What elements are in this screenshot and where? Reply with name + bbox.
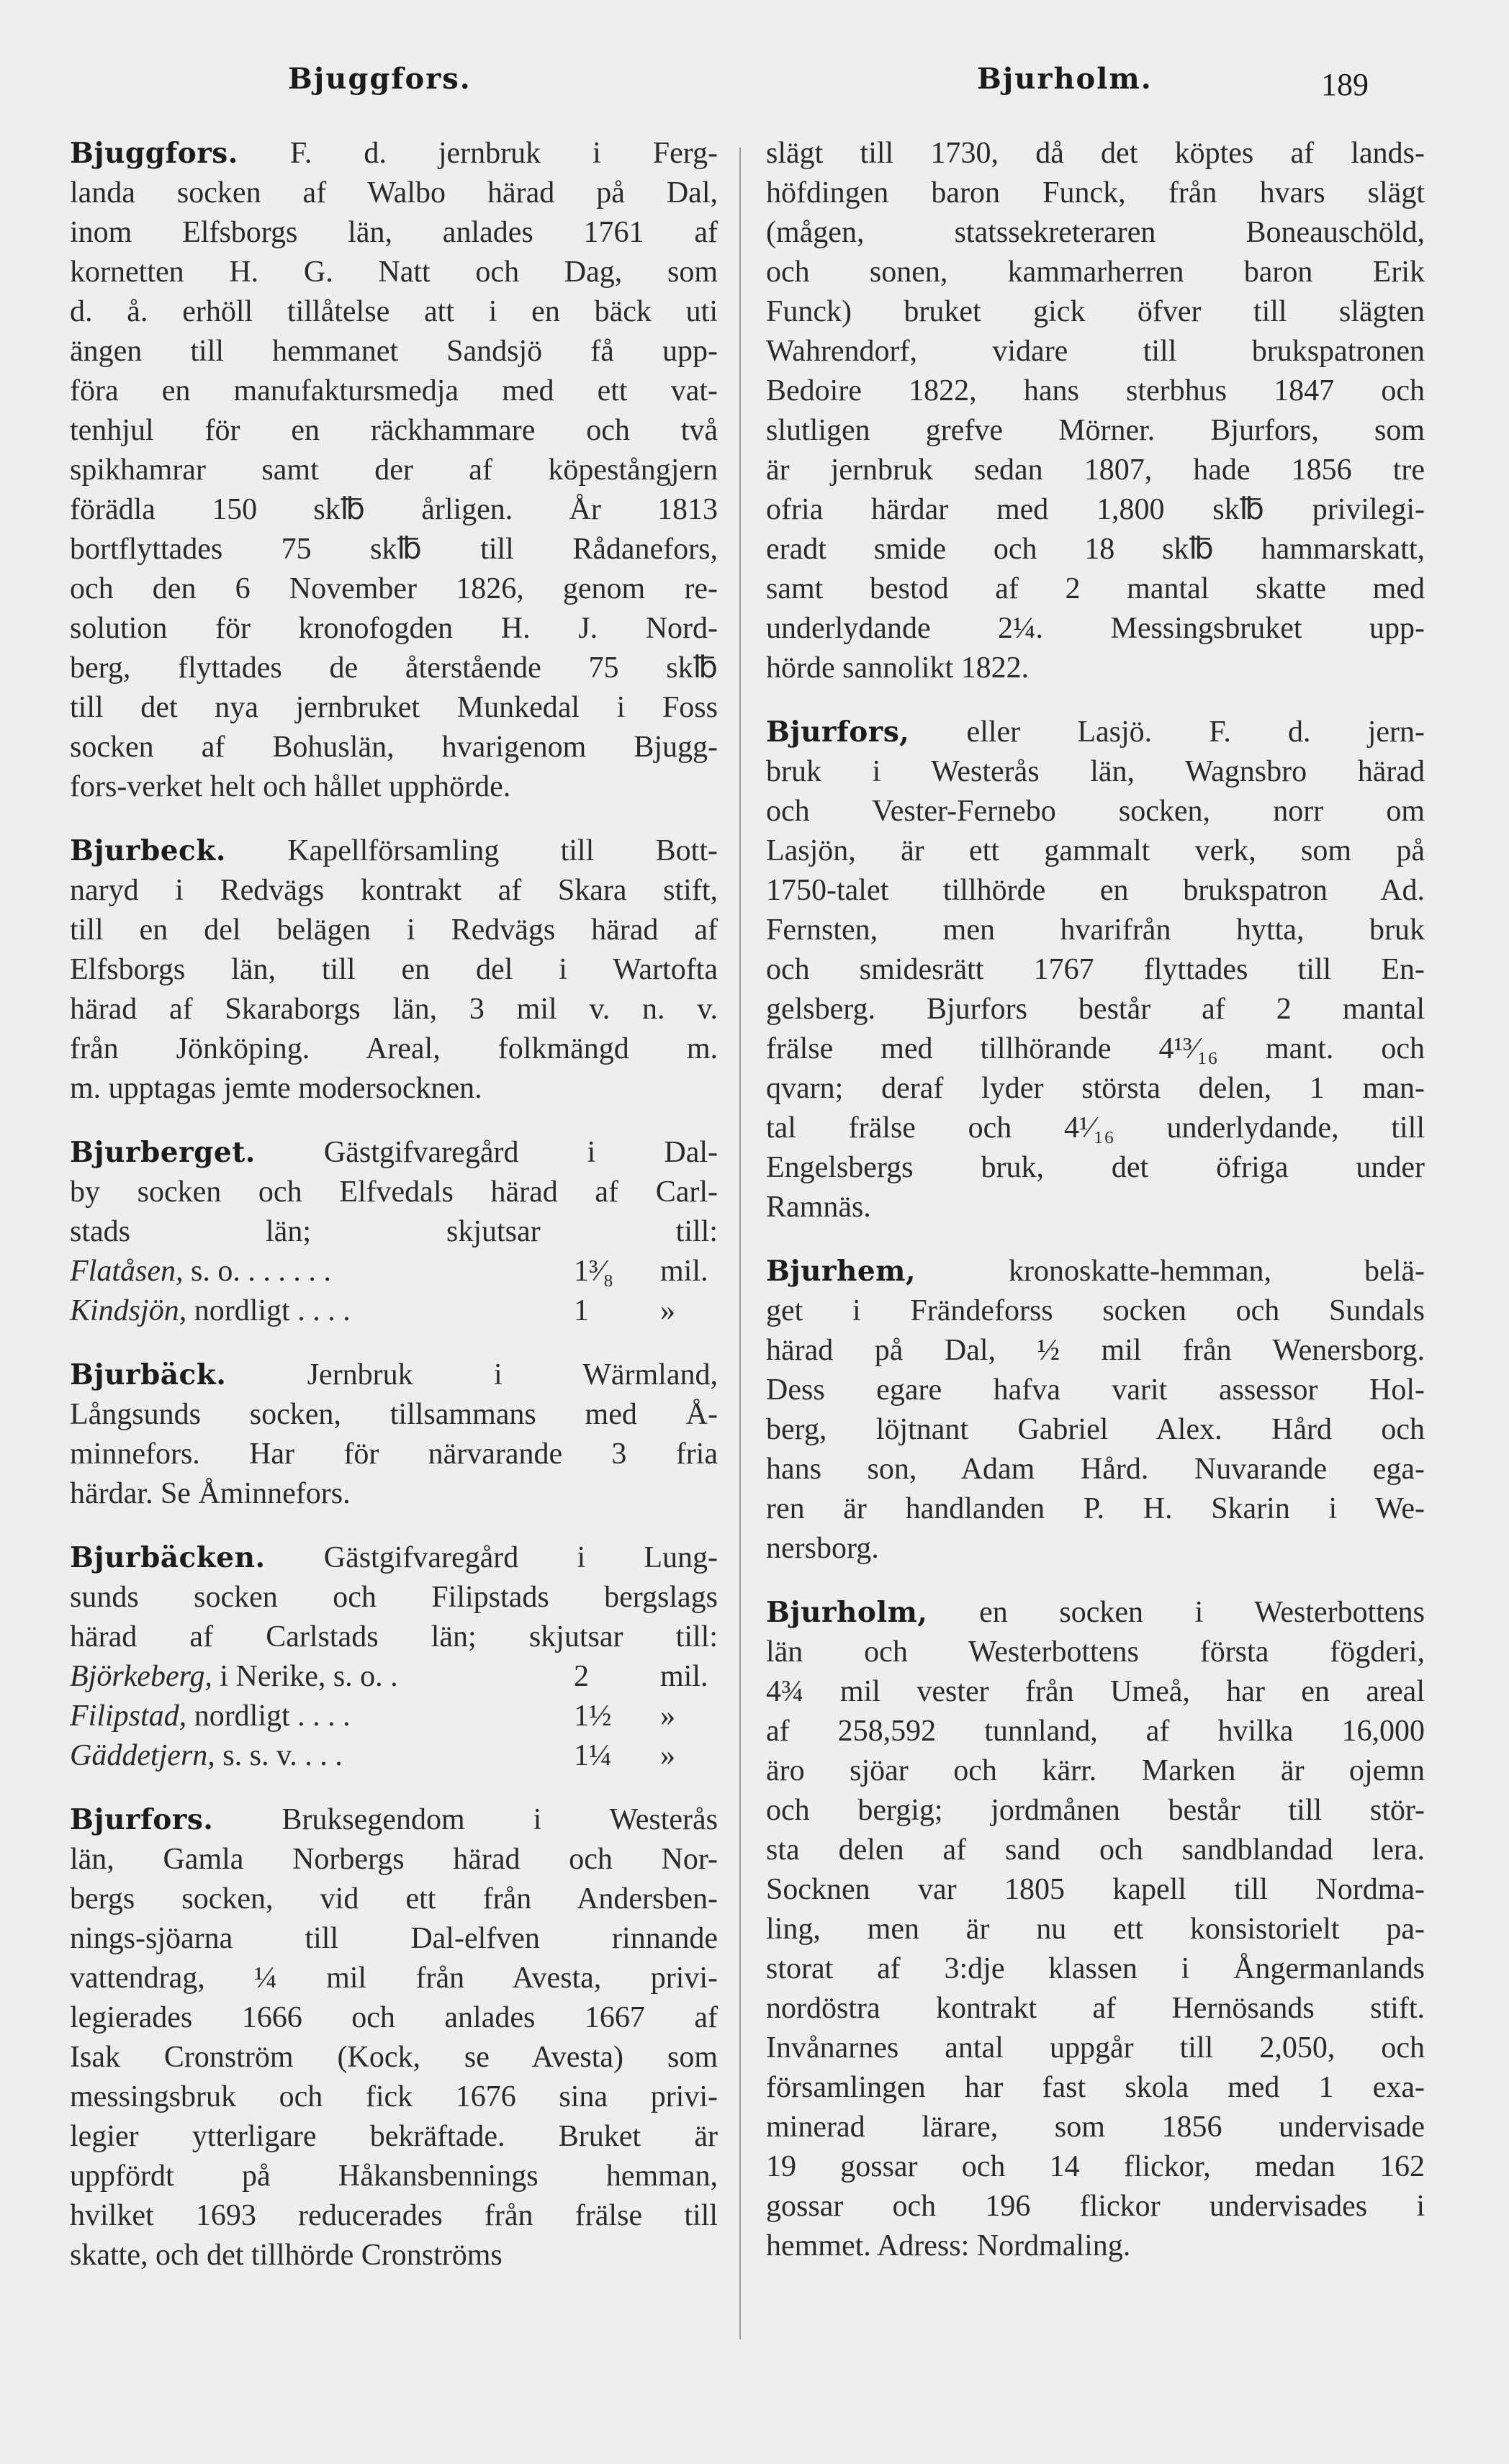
entry-line: Lasjön, är ett gammalt verk, som på — [766, 834, 1425, 867]
entry-line: och smidesrätt 1767 flyttades till En- — [766, 953, 1425, 986]
entry-line: sunds socken och Filipstads bergslags — [70, 1581, 718, 1614]
entry-line: län, Gamla Norbergs härad och Nor- — [70, 1843, 718, 1876]
entry-line — [766, 713, 1425, 752]
entry-line — [766, 1252, 1425, 1291]
entry-line: 4¾ mil vester från Umeå, har en areal — [766, 1675, 1425, 1708]
entry-line: qvarn; deraf lyder största delen, 1 man- — [766, 1072, 1425, 1105]
entry-line: messingsbruk och fick 1676 sina privi- — [70, 2080, 718, 2113]
entry-line: och den 6 November 1826, genom re- — [70, 572, 718, 605]
entry-line — [70, 1133, 718, 1173]
entry-line: 1750-talet tillhörde en brukspatron Ad. — [766, 874, 1425, 907]
entry-line: spikhamrar samt der af köpestångjern — [70, 453, 718, 487]
entry-text: kronoskatte-hemman, belä- — [916, 1255, 1425, 1288]
dictionary-entry — [766, 134, 1425, 688]
entry-line: hans son, Adam Hård. Nuvarande ega- — [766, 1453, 1425, 1486]
dictionary-entry — [766, 1593, 1425, 2266]
entry-line: förädla 150 sk℔ årligen. År 1813 — [70, 493, 718, 526]
place-direction: nordligt . . . . — [186, 1700, 351, 1733]
entry-line — [70, 1355, 718, 1395]
entry-line: ängen till hemmanet Sandsjö få upp- — [70, 335, 718, 368]
entry-line: Ramnäs. — [766, 1191, 871, 1224]
dictionary-entry — [70, 1538, 718, 1776]
place-name: Björkeberg, — [70, 1660, 212, 1693]
entry-line — [766, 1593, 1425, 1633]
dictionary-entry — [70, 134, 718, 807]
distance-value: 2 — [574, 1660, 589, 1693]
entry-line: berg, löjtnant Gabriel Alex. Hård och — [766, 1413, 1425, 1446]
distance-row — [70, 1291, 718, 1331]
entry-headword: Bjurbäcken. — [70, 1541, 266, 1574]
entry-line: inom Elfsborgs län, anlades 1761 af — [70, 216, 718, 249]
place-name: Kindsjön, — [70, 1294, 187, 1327]
entry-line: nordöstra kontrakt af Hernösands stift. — [766, 1992, 1425, 2025]
entry-line: Wahrendorf, vidare till brukspatronen — [766, 335, 1425, 368]
distance-value: 1³⁄₈ — [574, 1255, 614, 1288]
entry-line: härad på Dal, ½ mil från Wenersborg. — [766, 1334, 1425, 1367]
distance-row — [70, 1657, 718, 1697]
entry-line: slägt till 1730, då det köptes af lands- — [766, 137, 1425, 170]
entry-line: till det nya jernbruket Munkedal i Foss — [70, 691, 718, 724]
distance-value: 1 — [574, 1294, 589, 1327]
entry-line: stads län; skjutsar till: — [70, 1215, 718, 1248]
entry-line: uppfördt på Håkansbennings hemman, — [70, 2160, 718, 2193]
entry-line: kornetten H. G. Natt och Dag, som — [70, 256, 718, 289]
entry-line: socken af Bohuslän, hvarigenom Bjugg- — [70, 731, 718, 764]
entry-line: get i Frändeforss socken och Sundals — [766, 1294, 1425, 1327]
entry-text: Kapellförsamling till Bott- — [225, 834, 718, 867]
entry-line: underlydande 2¼. Messingsbruket upp- — [766, 612, 1425, 645]
entry-line: legierades 1666 och anlades 1667 af — [70, 2001, 718, 2034]
entry-line: län och Westerbottens första fögderi, — [766, 1635, 1425, 1669]
entry-line: naryd i Redvägs kontrakt af Skara stift, — [70, 874, 718, 907]
page-number: 189 — [1321, 67, 1369, 102]
entry-line: från Jönköping. Areal, folkmängd m. — [70, 1032, 718, 1065]
entry-line: d. å. erhöll tillåtelse att i en bäck uti — [70, 295, 718, 328]
entry-line: Fernsten, men hvarifrån hytta, bruk — [766, 913, 1425, 947]
entry-line: hörde sannolikt 1822. — [766, 651, 1030, 685]
left-column — [70, 134, 718, 2300]
entry-text: F. d. jernbruk i Ferg- — [238, 137, 718, 170]
entry-headword: Bjurfors. — [70, 1803, 214, 1836]
dictionary-entry — [70, 1800, 718, 2275]
entry-line: ren är handlanden P. H. Skarin i We- — [766, 1492, 1425, 1525]
entry-line: by socken och Elfvedals härad af Carl- — [70, 1175, 718, 1209]
entry-line: m. upptagas jemte modersocknen. — [70, 1072, 482, 1105]
entry-line: legier ytterligare bekräftade. Bruket är — [70, 2120, 718, 2153]
entry-line: skatte, och det tillhörde Cronströms — [70, 2239, 503, 2272]
entry-text: Bruksegendom i Westerås — [213, 1803, 718, 1836]
entry-text: eller Lasjö. F. d. jern- — [909, 716, 1425, 749]
entry-line — [70, 831, 718, 871]
entry-line: Isak Cronström (Kock, se Avesta) som — [70, 2041, 718, 2074]
entry-line: höfdingen baron Funck, från hvars slägt — [766, 176, 1425, 209]
entry-text: Jernbruk i Wärmland, — [226, 1358, 718, 1391]
entry-line: härad af Skaraborgs län, 3 mil v. n. v. — [70, 993, 718, 1026]
entry-line — [70, 1538, 718, 1578]
distance-unit: » — [660, 1294, 675, 1327]
place-direction: s. s. v. . . . — [215, 1739, 343, 1772]
entry-line: af 258,592 tunnland, af hvilka 16,000 — [766, 1715, 1425, 1748]
entry-line: tenhjul för en räckhammare och två — [70, 414, 718, 447]
distance-value: 1¼ — [574, 1739, 612, 1772]
entry-line: ling, men är nu ett konsistorielt pa- — [766, 1913, 1425, 1946]
entry-line: församlingen har fast skola med 1 exa- — [766, 2071, 1425, 2104]
distance-row — [70, 1736, 718, 1776]
entry-line: är jernbruk sedan 1807, hade 1856 tre — [766, 453, 1425, 487]
entry-line: tal frälse och 4¹⁄₁₆ underlydande, till — [766, 1111, 1425, 1145]
entry-line: och Vester-Fernebo socken, norr om — [766, 795, 1425, 828]
entry-line: Bedoire 1822, hans sterbhus 1847 och — [766, 374, 1425, 407]
place-name: Gäddetjern, — [70, 1739, 215, 1772]
running-header-right: Bjurholm. — [977, 62, 1153, 96]
entry-line: Långsunds socken, tillsammans med Å- — [70, 1398, 718, 1431]
entry-line: gelsberg. Bjurfors består af 2 mantal — [766, 993, 1425, 1026]
dictionary-entry — [70, 1355, 718, 1514]
entry-line: Elfsborgs län, till en del i Wartofta — [70, 953, 718, 986]
entry-headword: Bjurholm, — [766, 1596, 928, 1629]
entry-line: bergs socken, vid ett från Andersben- — [70, 1882, 718, 1915]
distance-unit: » — [660, 1739, 675, 1772]
entry-line: Engelsbergs bruk, det öfriga under — [766, 1151, 1425, 1184]
entry-line: härdar. Se Åminnefors. — [70, 1477, 351, 1510]
entry-line: bortflyttades 75 sk℔ till Rådanefors, — [70, 533, 718, 566]
distance-row — [70, 1252, 718, 1291]
entry-line — [70, 1800, 718, 1840]
entry-line: frälse med tillhörande 4¹³⁄₁₆ mant. och — [766, 1032, 1425, 1065]
distance-value: 1½ — [574, 1700, 612, 1733]
entry-line: solution för kronofogden H. J. Nord- — [70, 612, 718, 645]
entry-line: eradt smide och 18 sk℔ hammarskatt, — [766, 533, 1425, 566]
entry-line: Dess egare hafva varit assessor Hol- — [766, 1373, 1425, 1407]
entry-line: (mågen, statssekreteraren Boneauschöld, — [766, 216, 1425, 249]
entry-line: nersborg. — [766, 1532, 879, 1565]
entry-line: 19 gossar och 14 flickor, medan 162 — [766, 2150, 1425, 2183]
place-name: Filipstad, — [70, 1700, 187, 1733]
place-direction: nordligt . . . . — [186, 1294, 351, 1327]
entry-line: minerad lärare, som 1856 undervisade — [766, 2111, 1425, 2144]
distance-unit: mil. — [660, 1660, 708, 1693]
entry-line: berg, flyttades de återstående 75 sk℔ — [70, 651, 718, 685]
entry-line: härad af Carlstads län; skjutsar till: — [70, 1620, 718, 1653]
entry-line: minnefors. Har för närvarande 3 fria — [70, 1438, 718, 1471]
entry-headword: Bjurbeck. — [70, 834, 226, 867]
entry-text: en socken i Westerbottens — [927, 1596, 1425, 1629]
dictionary-entry — [70, 1133, 718, 1331]
entry-line: slutligen grefve Mörner. Bjurfors, som — [766, 414, 1425, 447]
entry-line: vattendrag, ¼ mil från Avesta, privi- — [70, 1962, 718, 1995]
entry-headword: Bjuggfors. — [70, 137, 238, 170]
entry-line: nings-sjöarna till Dal-elfven rinnande — [70, 1922, 718, 1955]
place-direction: i Nerike, s. o. . — [212, 1660, 398, 1693]
entry-headword: Bjurhem, — [766, 1255, 916, 1288]
entry-line: Socknen var 1805 kapell till Nordma- — [766, 1873, 1425, 1906]
entry-line: hvilket 1693 reducerades från frälse till — [70, 2199, 718, 2232]
entry-headword: Bjurfors, — [766, 716, 910, 749]
entry-line: gossar och 196 flickor undervisades i — [766, 2190, 1425, 2223]
entry-line: bruk i Westerås län, Wagnsbro härad — [766, 755, 1425, 788]
entry-line: hemmet. Adress: Nordmaling. — [766, 2229, 1131, 2262]
entry-line: till en del belägen i Redvägs härad af — [70, 913, 718, 947]
place-name: Flatåsen, — [70, 1255, 184, 1288]
entry-line: landa socken af Walbo härad på Dal, — [70, 176, 718, 209]
dictionary-entry — [766, 1252, 1425, 1569]
running-header-left: Bjuggfors. — [288, 62, 472, 96]
entry-text: Gästgifvaregård i Lung- — [265, 1541, 718, 1574]
place-direction: s. o. . . . . . . — [183, 1255, 331, 1288]
entry-text: Gästgifvaregård i Dal- — [255, 1136, 718, 1169]
distance-unit: » — [660, 1700, 675, 1733]
dictionary-entry — [766, 713, 1425, 1227]
entry-line: äro sjöar och kärr. Marken är ojemn — [766, 1754, 1425, 1787]
entry-line: samt bestod af 2 mantal skatte med — [766, 572, 1425, 605]
entry-line: storat af 3:dje klassen i Ångermanlands — [766, 1952, 1425, 1985]
entry-line: Funck) bruket gick öfver till slägten — [766, 295, 1425, 328]
distance-row — [70, 1697, 718, 1736]
entry-headword: Bjurbäck. — [70, 1358, 227, 1391]
dictionary-entry — [70, 831, 718, 1109]
right-column — [766, 134, 1425, 2291]
entry-line: ofria härdar med 1,800 sk℔ privilegi- — [766, 493, 1425, 526]
column-divider — [739, 148, 741, 2339]
entry-line: föra en manufaktursmedja med ett vat- — [70, 374, 718, 407]
entry-headword: Bjurberget. — [70, 1136, 256, 1169]
entry-line: och bergig; jordmånen består till stör- — [766, 1794, 1425, 1827]
entry-line: sta delen af sand och sandblandad lera. — [766, 1833, 1425, 1867]
distance-unit: mil. — [660, 1255, 708, 1288]
entry-line: fors-verket helt och hållet upphörde. — [70, 770, 511, 803]
entry-line — [70, 134, 718, 173]
entry-line: Invånarnes antal uppgår till 2,050, och — [766, 2031, 1425, 2064]
entry-line: och sonen, kammarherren baron Erik — [766, 256, 1425, 289]
